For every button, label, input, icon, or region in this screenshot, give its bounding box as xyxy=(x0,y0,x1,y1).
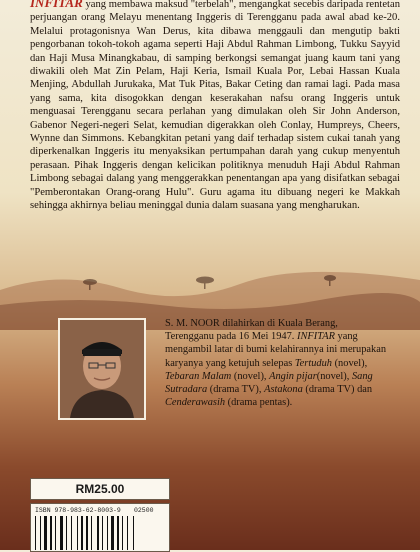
barcode-bar xyxy=(55,516,56,550)
price-label: RM25.00 xyxy=(30,478,170,500)
barcode-bar xyxy=(91,516,92,550)
bio-text-3: (novel), xyxy=(332,357,368,369)
barcode-bar xyxy=(107,516,108,550)
author-photo xyxy=(58,318,146,420)
barcode-bar xyxy=(50,516,52,550)
blurb-title-word: INFITAR xyxy=(30,0,83,10)
bio-text-2: yang mengambil latar di bumi kelahirannya ini merupakan karyanya yang ketujuh selepas xyxy=(165,331,387,369)
blurb-body: secebis daripada rentetan perjuangan orang Melayu menentang Inggeris di Terengganu pada awal abad ke-20. Melalui protagonisnya Wan Derus, kita dibawa menggauli dan mengutip bakti pengorbanan tokoh-tokoh agama seperti Haji Abdul Rahman Limbong, Tukku Sayyid dan Haji Musa Minangkabau, di samping berkongsi semangat juang kaum tani yang diwakili oleh Mat Zin Pelam, Haji Keria, Ismail Kuala Por, Lebai Hassan Kuala Menjing, Abdullah Jurukaka, Mat Tuk Pitas, Bakar Ceting dan ramai lagi. Pada masa yang sama, kita disogokkan dengan keserakahan nafsu orang Inggeris untuk menguasai Terengganu secara perlahan yang dimulakan oleh Sir John Anderson, Gabenor Negeri-negeri Selat, kemudian digerakkan oleh Conlay, Humpreys, Cheers, Wynne dan Simmons. Kebangkitan petani yang daif terhadap sistem cukai tanah yang diperkenalkan Inggeris itu menyaksikan pertumpahan darah yang cukup menyentuh perasaan. Pihak Inggeris dengan kelicikan politiknya menuduh Haji Abdul Rahman Limbong sebagai dalang yang menggerakkan penentangan apa yang disifatkan sebagai "Pemberontakan Orang-orang Hulu". Guru agama itu dibuang negeri ke Makkah sehingga akhirnya beliau meninggal dunia dalam suasana yang mengharukan. xyxy=(30,0,400,212)
barcode-bar xyxy=(40,516,41,550)
isbn-text: ISBN 978-983-62-8003-9 xyxy=(35,507,121,514)
barcode-bar xyxy=(60,516,63,550)
bio-text-7: (drama TV) dan xyxy=(302,384,373,396)
bio-work-5: Astakona xyxy=(264,384,303,396)
barcode-bar xyxy=(111,516,114,550)
barcode-bar xyxy=(102,516,103,550)
bio-work-6: Cenderawasih xyxy=(165,397,226,409)
bio-book-title: INFITAR xyxy=(297,331,335,343)
barcode-bar xyxy=(44,516,47,550)
barcode-bar xyxy=(81,516,83,550)
barcode-bar xyxy=(71,516,72,550)
barcode-bar xyxy=(133,516,134,550)
back-cover-blurb xyxy=(30,0,400,213)
blurb-first-line: yang membawa maksud "terbelah", mengangkat xyxy=(82,0,291,10)
barcode-bar xyxy=(35,516,36,550)
bio-text-5: (novel), xyxy=(316,370,352,382)
bio-text-1: S. M. NOOR dilahirkan di Kuala Berang, Terengganu pada 16 Mei 1947. xyxy=(165,318,338,343)
barcode-bar xyxy=(97,516,99,550)
author-bio xyxy=(165,317,387,409)
bio-text-6: (drama TV), xyxy=(207,384,265,396)
bio-work-2: Tebaran Malam xyxy=(165,370,232,382)
barcode-bar xyxy=(77,516,78,550)
bio-work-4: Sang Sutradara xyxy=(165,370,373,396)
bio-text-8: (drama pentas). xyxy=(225,397,293,409)
bio-text-4: (novel), xyxy=(231,370,270,382)
barcode-bars xyxy=(35,516,165,550)
barcode-bar xyxy=(86,516,88,550)
barcode-bar xyxy=(117,516,119,550)
barcode-bar xyxy=(66,516,67,550)
barcode-bar xyxy=(122,516,123,550)
bio-work-1: Tertuduh xyxy=(294,357,332,369)
isbn-barcode xyxy=(30,503,170,552)
bio-work-3: Angin pijar xyxy=(269,370,317,382)
isbn-addon: 02500 xyxy=(134,507,154,514)
barcode-bar xyxy=(127,516,128,550)
